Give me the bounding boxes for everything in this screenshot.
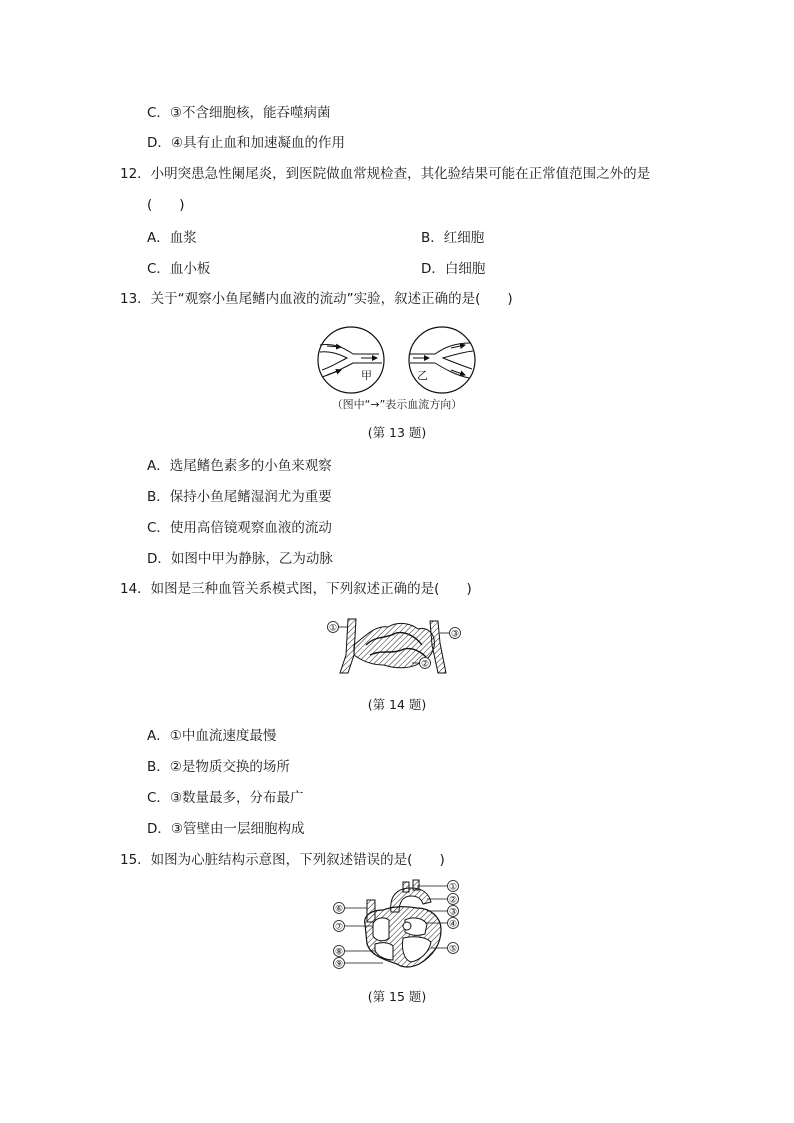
q12-option-b: B．红细胞 [421, 230, 485, 246]
vessel-circle-left [318, 327, 384, 393]
q12-option-d: D．白细胞 [421, 261, 486, 277]
q12-answer-paren: ( ) [147, 197, 185, 213]
heart-structure-diagram [327, 876, 467, 972]
q15-figure [327, 876, 467, 972]
q11-option-c: C．③不含细胞核，能吞噬病菌 [147, 105, 331, 121]
q13-option-a: A．选尾鳍色素多的小鱼来观察 [147, 458, 332, 474]
q14-option-b: B．②是物质交换的场所 [147, 759, 290, 775]
heart-label-9: ⑨ [334, 959, 344, 970]
q13-option-c: C．使用高倍镜观察血液的流动 [147, 520, 332, 536]
q14-option-d: D．③管壁由一层细胞构成 [147, 821, 305, 837]
q15-stem: 15．如图为心脏结构示意图，下列叙述错误的是( ) [120, 852, 445, 868]
label-3: ③ [450, 629, 460, 640]
heart-label-5: ⑤ [448, 944, 458, 955]
q13-caption: (第 13 题) [367, 425, 427, 440]
q13-figure-note: （图中“→”表示血流方向） [331, 398, 463, 411]
q13-figure [313, 323, 481, 395]
q14-stem: 14．如图是三种血管关系模式图，下列叙述正确的是( ) [120, 581, 472, 597]
q15-caption: (第 15 题) [367, 989, 427, 1004]
vessel-circle-right [409, 327, 475, 393]
q11-option-d: D．④具有止血和加速凝血的作用 [147, 135, 345, 151]
q14-caption: (第 14 题) [367, 697, 427, 712]
label-2: ② [420, 659, 430, 670]
blood-flow-diagram [313, 323, 481, 395]
vessel-3 [430, 621, 446, 673]
three-vessels-diagram [326, 615, 466, 680]
heart-label-1: ① [448, 882, 458, 893]
q14-figure [326, 615, 466, 680]
fig-label-right: 乙 [417, 369, 428, 382]
label-1: ① [328, 623, 338, 634]
heart-label-8: ⑧ [334, 947, 344, 958]
q12-stem: 12．小明突患急性阑尾炎，到医院做血常规检查，其化验结果可能在正常值范围之外的是 [120, 166, 651, 182]
q14-option-c: C．③数量最多，分布最广 [147, 790, 304, 806]
heart-label-4: ④ [448, 919, 458, 930]
q13-option-d: D．如图中甲为静脉，乙为动脉 [147, 551, 333, 567]
heart-label-3: ③ [448, 907, 458, 918]
q14-option-a: A．①中血流速度最慢 [147, 728, 277, 744]
fig-label-left: 甲 [361, 369, 372, 382]
heart-label-7: ⑦ [334, 922, 344, 933]
heart-label-2: ② [448, 895, 458, 906]
q13-option-b: B．保持小鱼尾鳍湿润尤为重要 [147, 489, 332, 505]
q12-option-a: A．血浆 [147, 230, 197, 246]
q12-option-c: C．血小板 [147, 261, 211, 277]
q13-stem: 13．关于“观察小鱼尾鳍内血液的流动”实验，叙述正确的是( ) [120, 291, 513, 307]
heart-label-6: ⑥ [334, 904, 344, 915]
